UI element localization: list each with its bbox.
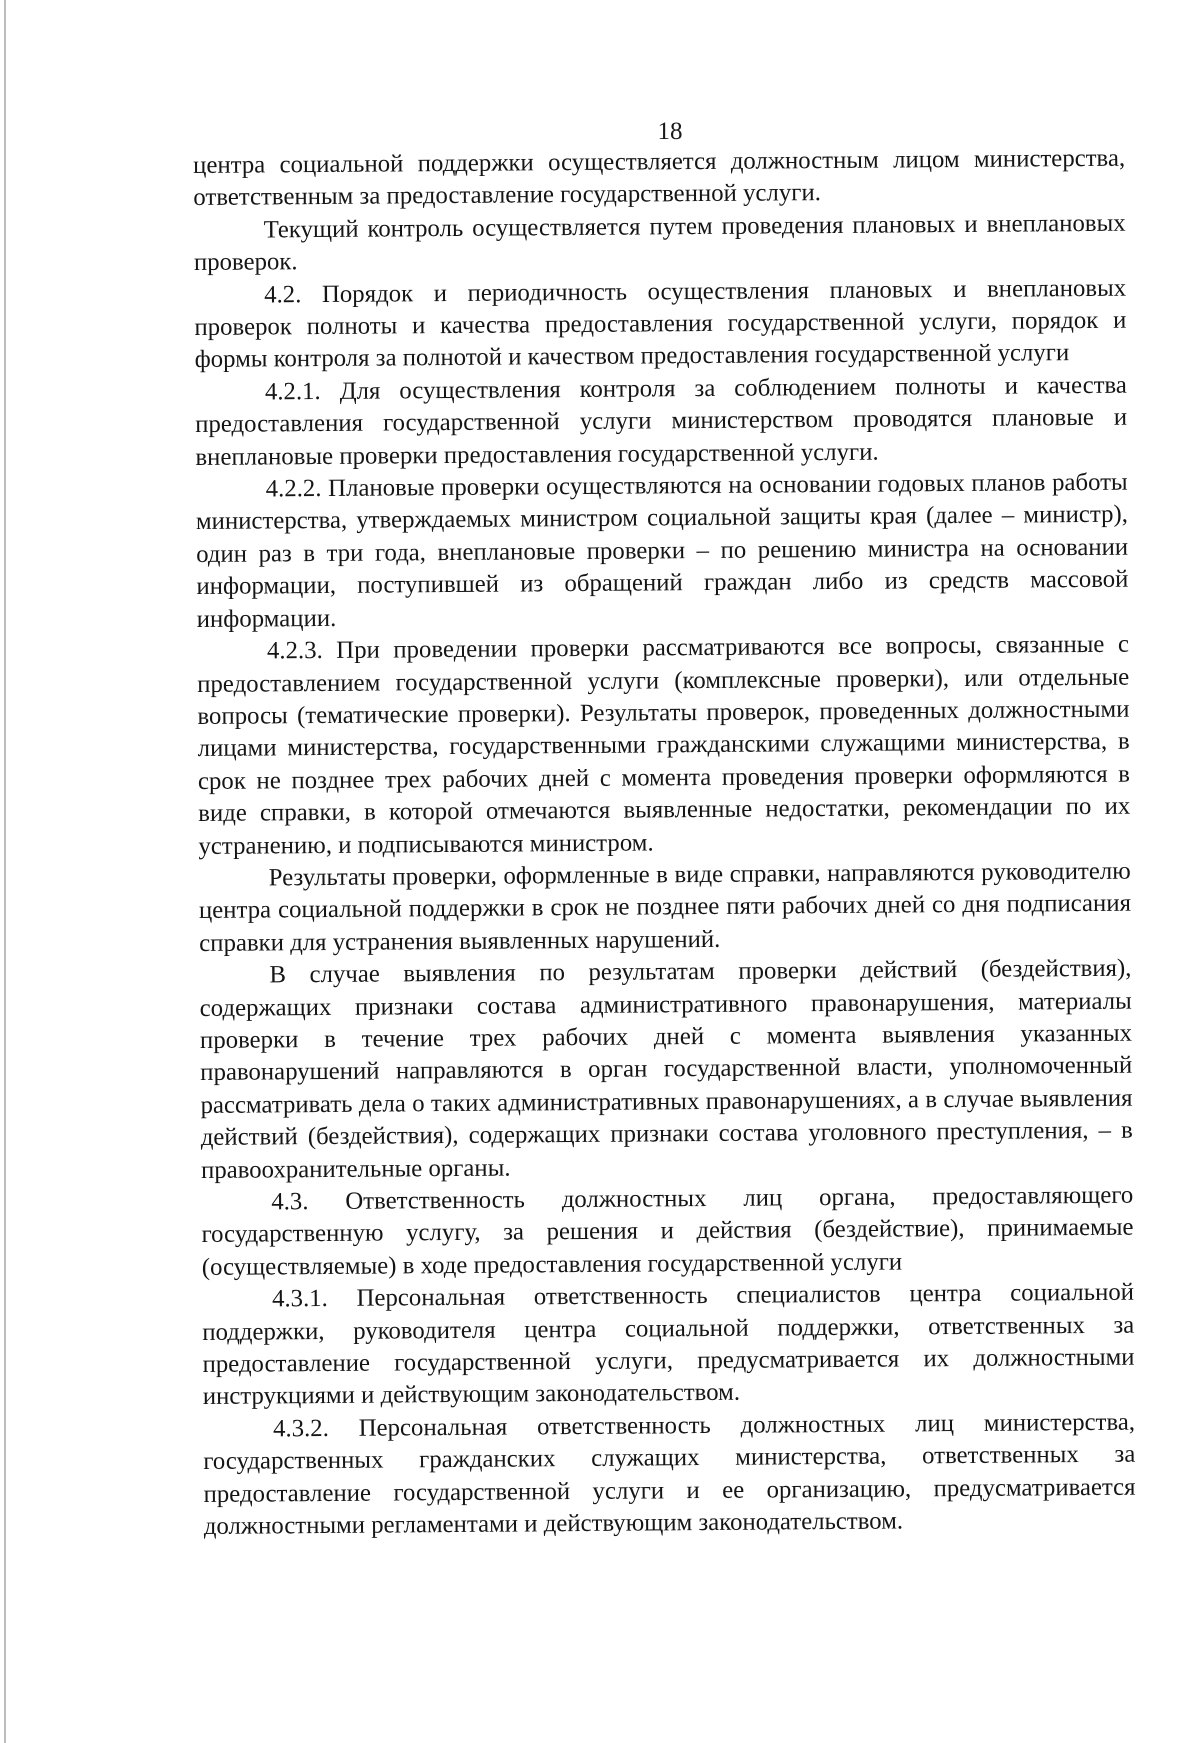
scan-edge-line <box>4 0 6 1743</box>
paragraph-current-control: Текущий контроль осуществляется путем проведения плановых и внеплановых проверок. <box>193 209 1126 277</box>
paragraph-violations: В случае выявления по результатам проверки действий (бездействия), содержащих признаки состава административного правонарушения, материалы проверки в течение трех рабочих дней с момента выявления указанных правонарушений направляются в орган государственной власти, уполномоченный рассматривать дела о таких административных правонарушениях, а в случае выявления действий (бездействия), содержащих признаки состава уголовного преступления, – в правоохранительные органы. <box>199 954 1133 1184</box>
paragraph-4-3-2: 4.3.2. Персональная ответственность должностных лиц министерства, государственных гражданских служащих министерства, ответственных за предоставление государственной услуги и ее организацию, предусматривается должностными регламентами и действующим законодательством. <box>203 1408 1136 1541</box>
paragraph-4-2-3: 4.2.3. При проведении проверки рассматриваются все вопросы, связанные с предоставлением государственной услуги (комплексные проверки), или отдельные вопросы (тематические проверки). Результаты проверок, проведенных должностными лицами министерства, государственными гражданскими служащими министерства, в срок не позднее трех рабочих дней с момента проведения проверки оформляются в виде справки, в которой отмечаются выявленные недостатки, рекомендации по их устранению, и подписываются министром. <box>197 630 1131 860</box>
paragraph-4-3-1: 4.3.1. Персональная ответственность специалистов центра социальной поддержки, руководителя центра социальной поддержки, ответственных за предоставление государственной услуги, предусматривается их должностными инструкциями и действующим законодательством. <box>202 1278 1135 1411</box>
section-heading-4-3: 4.3. Ответственность должностных лиц органа, предоставляющего государственную услугу, за решения и действия (бездействие), принимаемые (осуществляемые) в ходе предоставления государственной услуги <box>201 1181 1134 1281</box>
paragraph-inspection-results: Результаты проверки, оформленные в виде справки, направляются руководителю центра социальной поддержки в срок не позднее пяти рабочих дней со дня подписания справки для устранения выявленных нарушений. <box>198 857 1132 957</box>
paragraph-continuation: центра социальной поддержки осуществляется должностным лицом министерства, ответственным за предоставление государственной услуги. <box>193 144 1126 212</box>
document-body <box>193 143 1136 1544</box>
paragraph-4-2-1: 4.2.1. Для осуществления контроля за соблюдением полноты и качества предоставления государственной услуги министерством проводятся плановые и внеплановые проверки предоставления государственной услуги. <box>195 371 1128 471</box>
section-heading-4-2: 4.2. Порядок и периодичность осуществления плановых и внеплановых проверок полноты и качества предоставления государственной услуги, порядок и формы контроля за полнотой и качеством предоставления государственной услуги <box>194 274 1127 374</box>
page-number: 18 <box>657 118 683 145</box>
paragraph-4-2-2: 4.2.2. Плановые проверки осуществляются на основании годовых планов работы министерства, утверждаемых министром социальной защиты края (далее – министр), один раз в три года, внеплановые проверки – по решению министра на основании информации, поступившей из обращений граждан либо из средств массовой информации. <box>195 468 1129 633</box>
